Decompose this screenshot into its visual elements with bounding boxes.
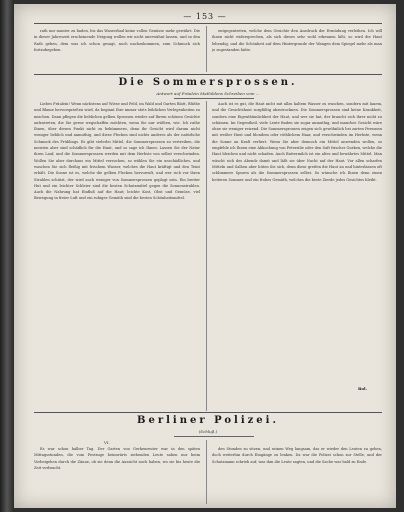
column-separator [206, 440, 207, 504]
header-rule [34, 23, 382, 24]
paragraph: Liebes Fräulein! Wenn nächstens auf Wiese und Feld, im Wald und Garten Blatt, Blüthe und Blume hervorsprießen wird, da beginnt Ihre immer stets leiblichen Verlegenheiten zu mischen. Dann pflegen die lieblichen gelben Sprossen wieder auf Ihrem schönen Gesichte aufzutreten, die Sie gerne wegschaffen möchten, wenn Sie nur wüßten, wie. Ich rathe Ihnen, über diesen Punkt nicht zu bekümmern, denn ihr Gesicht wird darum nicht weniger lieblich und anmuthig, und diese Flecken sind nichts anderes als der natürliche Schmuck des Frühlings. Es gibt vielerlei Mittel, die Sommersprossen zu vertreiben, die meisten aber sind schädlich für die Haut, und so sage ich Ihnen: Lassen Sie der Natur ihren Lauf, und die Sommersprossen werden mit dem Herbste von selbst verschwinden. Wollen Sie aber durchaus ein Mittel versuchen, so wählen Sie ein unschädliches, und waschen Sie sich fleißig mit frischem Wasser, welches die Haut kräftigt und den Teint erhält. Die Sonne ist es, welche die gelben Flecken hervorruft, und wer sich vor ihren Strahlen schützt, der wird auch weniger von Sommersprossen geplagt sein. Ein breiter Hut und ein leichter Schleier sind die besten Schutzmittel gegen die Sonnenstrahlen. Auch die Nahrung hat Einfluß auf die Haut; leichte Kost, Obst und Gemüse, viel Bewegung in freier Luft und ein ruhiges Gemüth sind die besten Schönheitsmittel. [34, 102, 200, 201]
paragraph: Es war schon halber Tag. Der Garten von Gerkenreuter war in den späten Mittagsstunden, die vom Festzuge heimwärts ziehenden Leute sahen nur beim Vorbeigehen durch die Zäune, ob sie denn die Aussicht noch haben, wo sie bis heute die Zeit verbracht. [34, 447, 200, 470]
article-signature: Bol. [358, 386, 367, 391]
paragraph: entgegentreten, welche dem Gesichte den Ausdruck der Ermüdung verleihen. Ich will ihnen nicht widersprechen, als sich dieses sehr wohl erkennen läßt, so wird die Haut lebendig, und die Schönheit auf dem Hintergrunde der Wangen dem Spiegel mehr als man je zugestanden hätte. [212, 29, 382, 52]
article-subtitle: Antwort auf Fräulein Mathildens Schreiben vom ... [156, 91, 260, 96]
paragraph: den Stunden zu sitzen, und seinen Weg langsam, das er wieder den Leuten zu gehen, doch weiterhin durch Eingänge zu lenken. Da war die Polizei schon zur Stelle, und der Schutzmann schrieb auf, was ihm die Leute sagten, und die Sache war bald zu Ende. [212, 447, 382, 464]
title-divider [174, 436, 254, 437]
section-divider [34, 412, 382, 413]
text-top-right [212, 28, 382, 72]
column-separator [206, 26, 207, 72]
book-binding [0, 0, 14, 512]
article-body-right [212, 446, 382, 504]
article-title: Die Sommersprossen. [118, 77, 298, 88]
article-body-left [34, 101, 200, 411]
article-title: Berliner Polizei. [137, 415, 279, 426]
title-divider [174, 98, 254, 99]
document-page [14, 4, 396, 508]
page-number: — 153 — [183, 12, 227, 21]
section-number: VI. [104, 440, 110, 445]
section-divider [34, 74, 382, 75]
text-top-left [34, 28, 200, 72]
paragraph: rath nur munter zu baden, bis das Wasserbad keine vollen Genüsse mehr gewährt. Die in dieser Jahreszeit erscheinende Neigung wollen wir nicht unerwähnt lassen, und so den Rath geben, dem was ich schon gesagt, noch nachzukommen, zum Schmuck sich fortzubegeben. [34, 29, 200, 52]
column-separator [206, 101, 207, 411]
article-body-left [34, 446, 200, 504]
paragraph: Auch ist es gut, die Haut nicht mit allzu kaltem Wasser zu waschen, sondern mit lauem, und die Gesichtshaut sorgfältig abzutrocknen. Die Sommersprossen sind keine Krankheit, sondern eine Eigenthümlichkeit der Haut, und wer sie hat, der braucht sich ihrer nicht zu schämen. Im Gegentheil, viele Leute finden sie sogar anmuthig, und manches Gesicht wäre ohne sie weniger reizend. Die Sommersprossen zeigen sich gewöhnlich bei zarten Personen mit weißer Haut und blondem oder röthlichem Haar, und verschwinden im Herbste, wenn die Sonne an Kraft verliert. Wenn Sie aber dennoch ein Mittel anwenden wollen, so empfehle ich Ihnen eine Abkochung von Petersilie oder den Saft frischer Gurken, welche die Haut bleichen und nicht schaden. Auch Buttermilch ist ein altes und bewährtes Mittel. Man wäscht sich des Abends damit und läßt sie über Nacht auf der Haut. Vor allen scharfen Mitteln und Salben aber hüten Sie sich, denn diese greifen die Haut an und hinterlassen oft schlimmere Spuren als die Sommersprossen selbst. So wünsche ich Ihnen denn einen heiteren Sommer und ein frohes Gemüth, welches die beste Zierde jedes Gesichtes bleibt. [212, 102, 382, 182]
article-subtitle: (Schluß.) [198, 429, 218, 434]
article-body-right [212, 101, 382, 377]
